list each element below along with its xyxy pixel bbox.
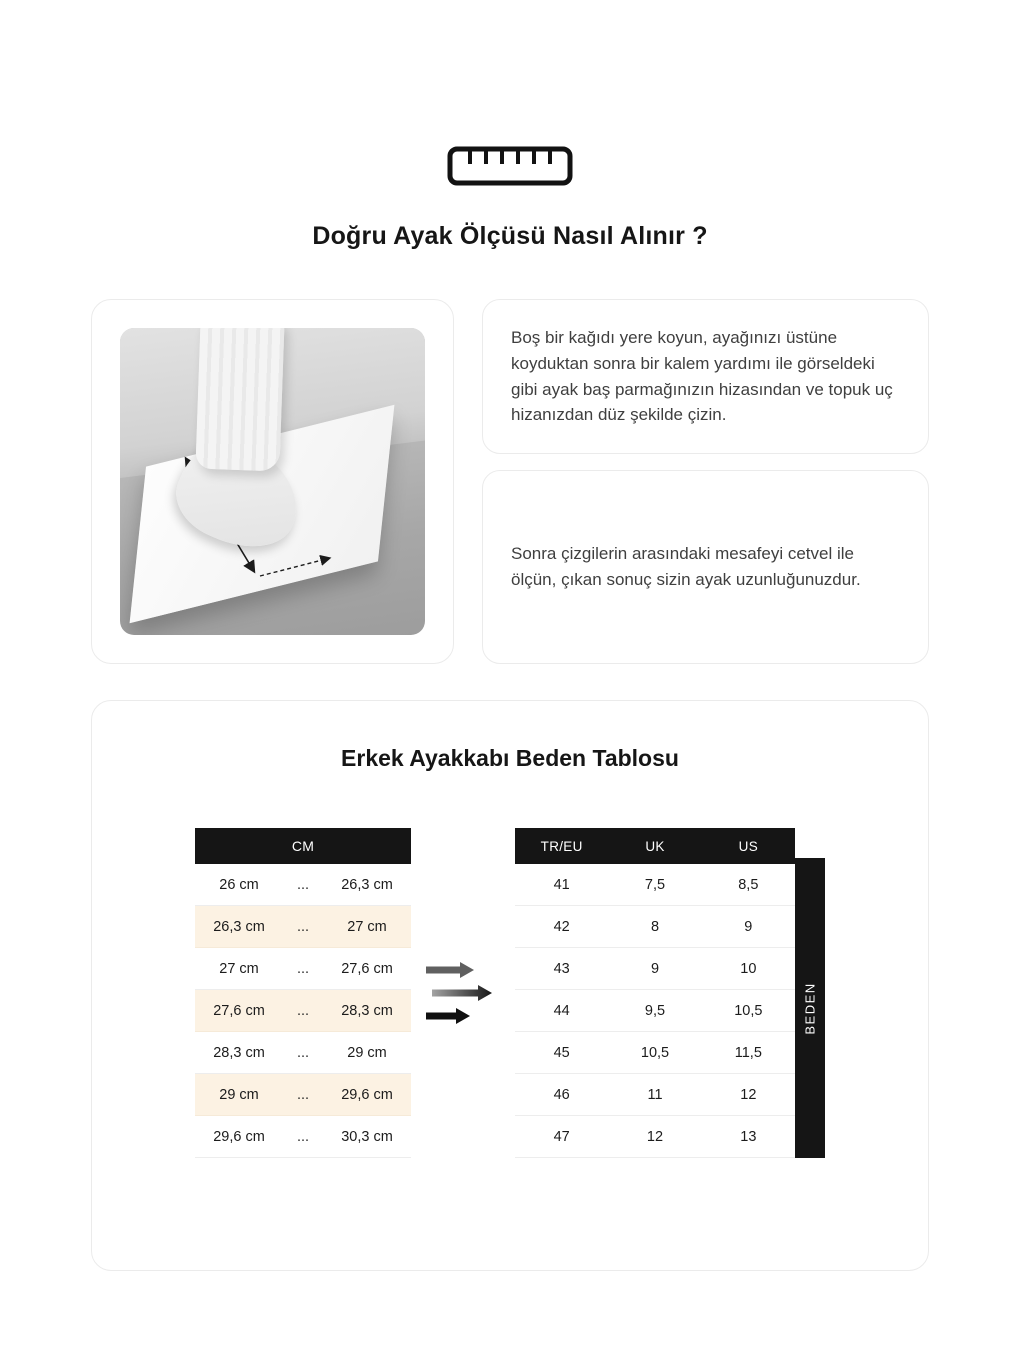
cm-table-row	[195, 864, 411, 906]
header-us: US	[738, 838, 758, 854]
cm-to-value: 29,6 cm	[341, 1086, 393, 1103]
cm-to-value: 28,3 cm	[341, 1002, 393, 1019]
cm-table-row	[195, 948, 411, 990]
us-value: 10	[740, 960, 757, 977]
cm-to-value: 27,6 cm	[341, 960, 393, 977]
cm-from-value: 27 cm	[219, 960, 259, 977]
cm-to-value: 30,3 cm	[341, 1128, 393, 1145]
cm-header-label: CM	[291, 838, 315, 854]
cm-table-row	[195, 1116, 411, 1158]
uk-value: 10,5	[640, 1044, 670, 1061]
ruler-icon	[447, 146, 573, 186]
conversion-arrows	[411, 960, 515, 1026]
cm-to-value: 29 cm	[347, 1044, 387, 1061]
us-value: 13	[740, 1128, 757, 1145]
size-guide-page	[91, 0, 929, 1271]
uk-value: 8	[650, 918, 660, 935]
instruction-step-1-text: Boş bir kağıdı yere koyun, ayağınızı üstüne koyduktan sonra bir kalem yardımı ile görseldeki gibi ayak baş parmağınızın hizasından ve topuk uç hizanızdan düz şekilde çizin.	[511, 328, 893, 425]
size-table-row	[515, 990, 795, 1032]
cm-range-dots: ...	[296, 960, 310, 977]
international-size-table-wrap	[515, 828, 825, 1158]
cm-table-header	[195, 828, 411, 864]
instruction-step-1	[482, 299, 929, 454]
us-value: 11,5	[734, 1044, 762, 1061]
cm-from-value: 26,3 cm	[213, 918, 265, 935]
cm-from-value: 28,3 cm	[213, 1044, 265, 1061]
ruler-icon-wrap	[91, 146, 929, 186]
size-table-row	[515, 948, 795, 990]
us-value: 12	[740, 1086, 757, 1103]
beden-label: BEDEN	[802, 981, 818, 1035]
cm-to-value: 26,3 cm	[341, 876, 393, 893]
size-table-row	[515, 906, 795, 948]
tr-eu-value: 42	[553, 918, 570, 935]
cm-range-dots: ...	[296, 1002, 310, 1019]
international-size-table	[515, 828, 795, 1158]
size-table-header	[515, 828, 795, 864]
size-table-row	[515, 1116, 795, 1158]
cm-table-row	[195, 906, 411, 948]
instruction-steps	[482, 299, 929, 664]
tr-eu-value: 43	[553, 960, 570, 977]
cm-range-dots: ...	[296, 1086, 310, 1103]
cm-range-dots: ...	[296, 876, 310, 893]
size-table-row	[515, 864, 795, 906]
header-uk: UK	[645, 838, 665, 854]
cm-table-row	[195, 990, 411, 1032]
beden-side-label-bar	[795, 858, 825, 1158]
uk-value: 11	[647, 1086, 663, 1103]
tr-eu-value: 46	[553, 1086, 570, 1103]
size-table-title: Erkek Ayakkabı Beden Tablosu	[341, 745, 679, 771]
conversion-arrows-icon	[424, 960, 502, 1026]
us-value: 9	[744, 918, 753, 935]
tr-eu-value: 41	[553, 876, 570, 893]
size-tables	[92, 828, 928, 1158]
tr-eu-value: 45	[553, 1044, 570, 1061]
cm-from-value: 29 cm	[219, 1086, 259, 1103]
cm-table-row	[195, 1032, 411, 1074]
cm-range-dots: ...	[296, 918, 310, 935]
size-table-row	[515, 1074, 795, 1116]
cm-from-value: 26 cm	[219, 876, 259, 893]
page-title: Doğru Ayak Ölçüsü Nasıl Alınır ?	[312, 222, 708, 250]
size-table-card	[91, 700, 929, 1271]
foot-measurement-photo	[120, 328, 425, 635]
cm-table	[195, 828, 411, 1158]
instruction-step-2-text: Sonra çizgilerin arasındaki mesafeyi cetvel ile ölçün, çıkan sonuç sizin ayak uzunluğunuzdur.	[511, 544, 861, 590]
header-tr-eu: TR/EU	[540, 838, 583, 854]
us-value: 8,5	[738, 876, 759, 893]
instruction-step-2	[482, 470, 929, 664]
size-table-row	[515, 1032, 795, 1074]
us-value: 10,5	[734, 1002, 763, 1019]
cm-from-value: 27,6 cm	[213, 1002, 265, 1019]
measurement-photo-card	[91, 299, 454, 664]
cm-range-dots: ...	[296, 1128, 310, 1145]
tr-eu-value: 47	[553, 1128, 570, 1145]
tr-eu-value: 44	[553, 1002, 570, 1019]
cm-table-row	[195, 1074, 411, 1116]
uk-value: 12	[646, 1128, 664, 1145]
cm-to-value: 27 cm	[347, 918, 387, 935]
uk-value: 7,5	[644, 876, 666, 893]
uk-value: 9,5	[644, 1002, 666, 1019]
cm-from-value: 29,6 cm	[213, 1128, 265, 1145]
cm-range-dots: ...	[296, 1044, 310, 1061]
photo-sock-leg	[195, 328, 284, 471]
uk-value: 9	[650, 960, 660, 977]
instructions-section	[91, 299, 929, 664]
